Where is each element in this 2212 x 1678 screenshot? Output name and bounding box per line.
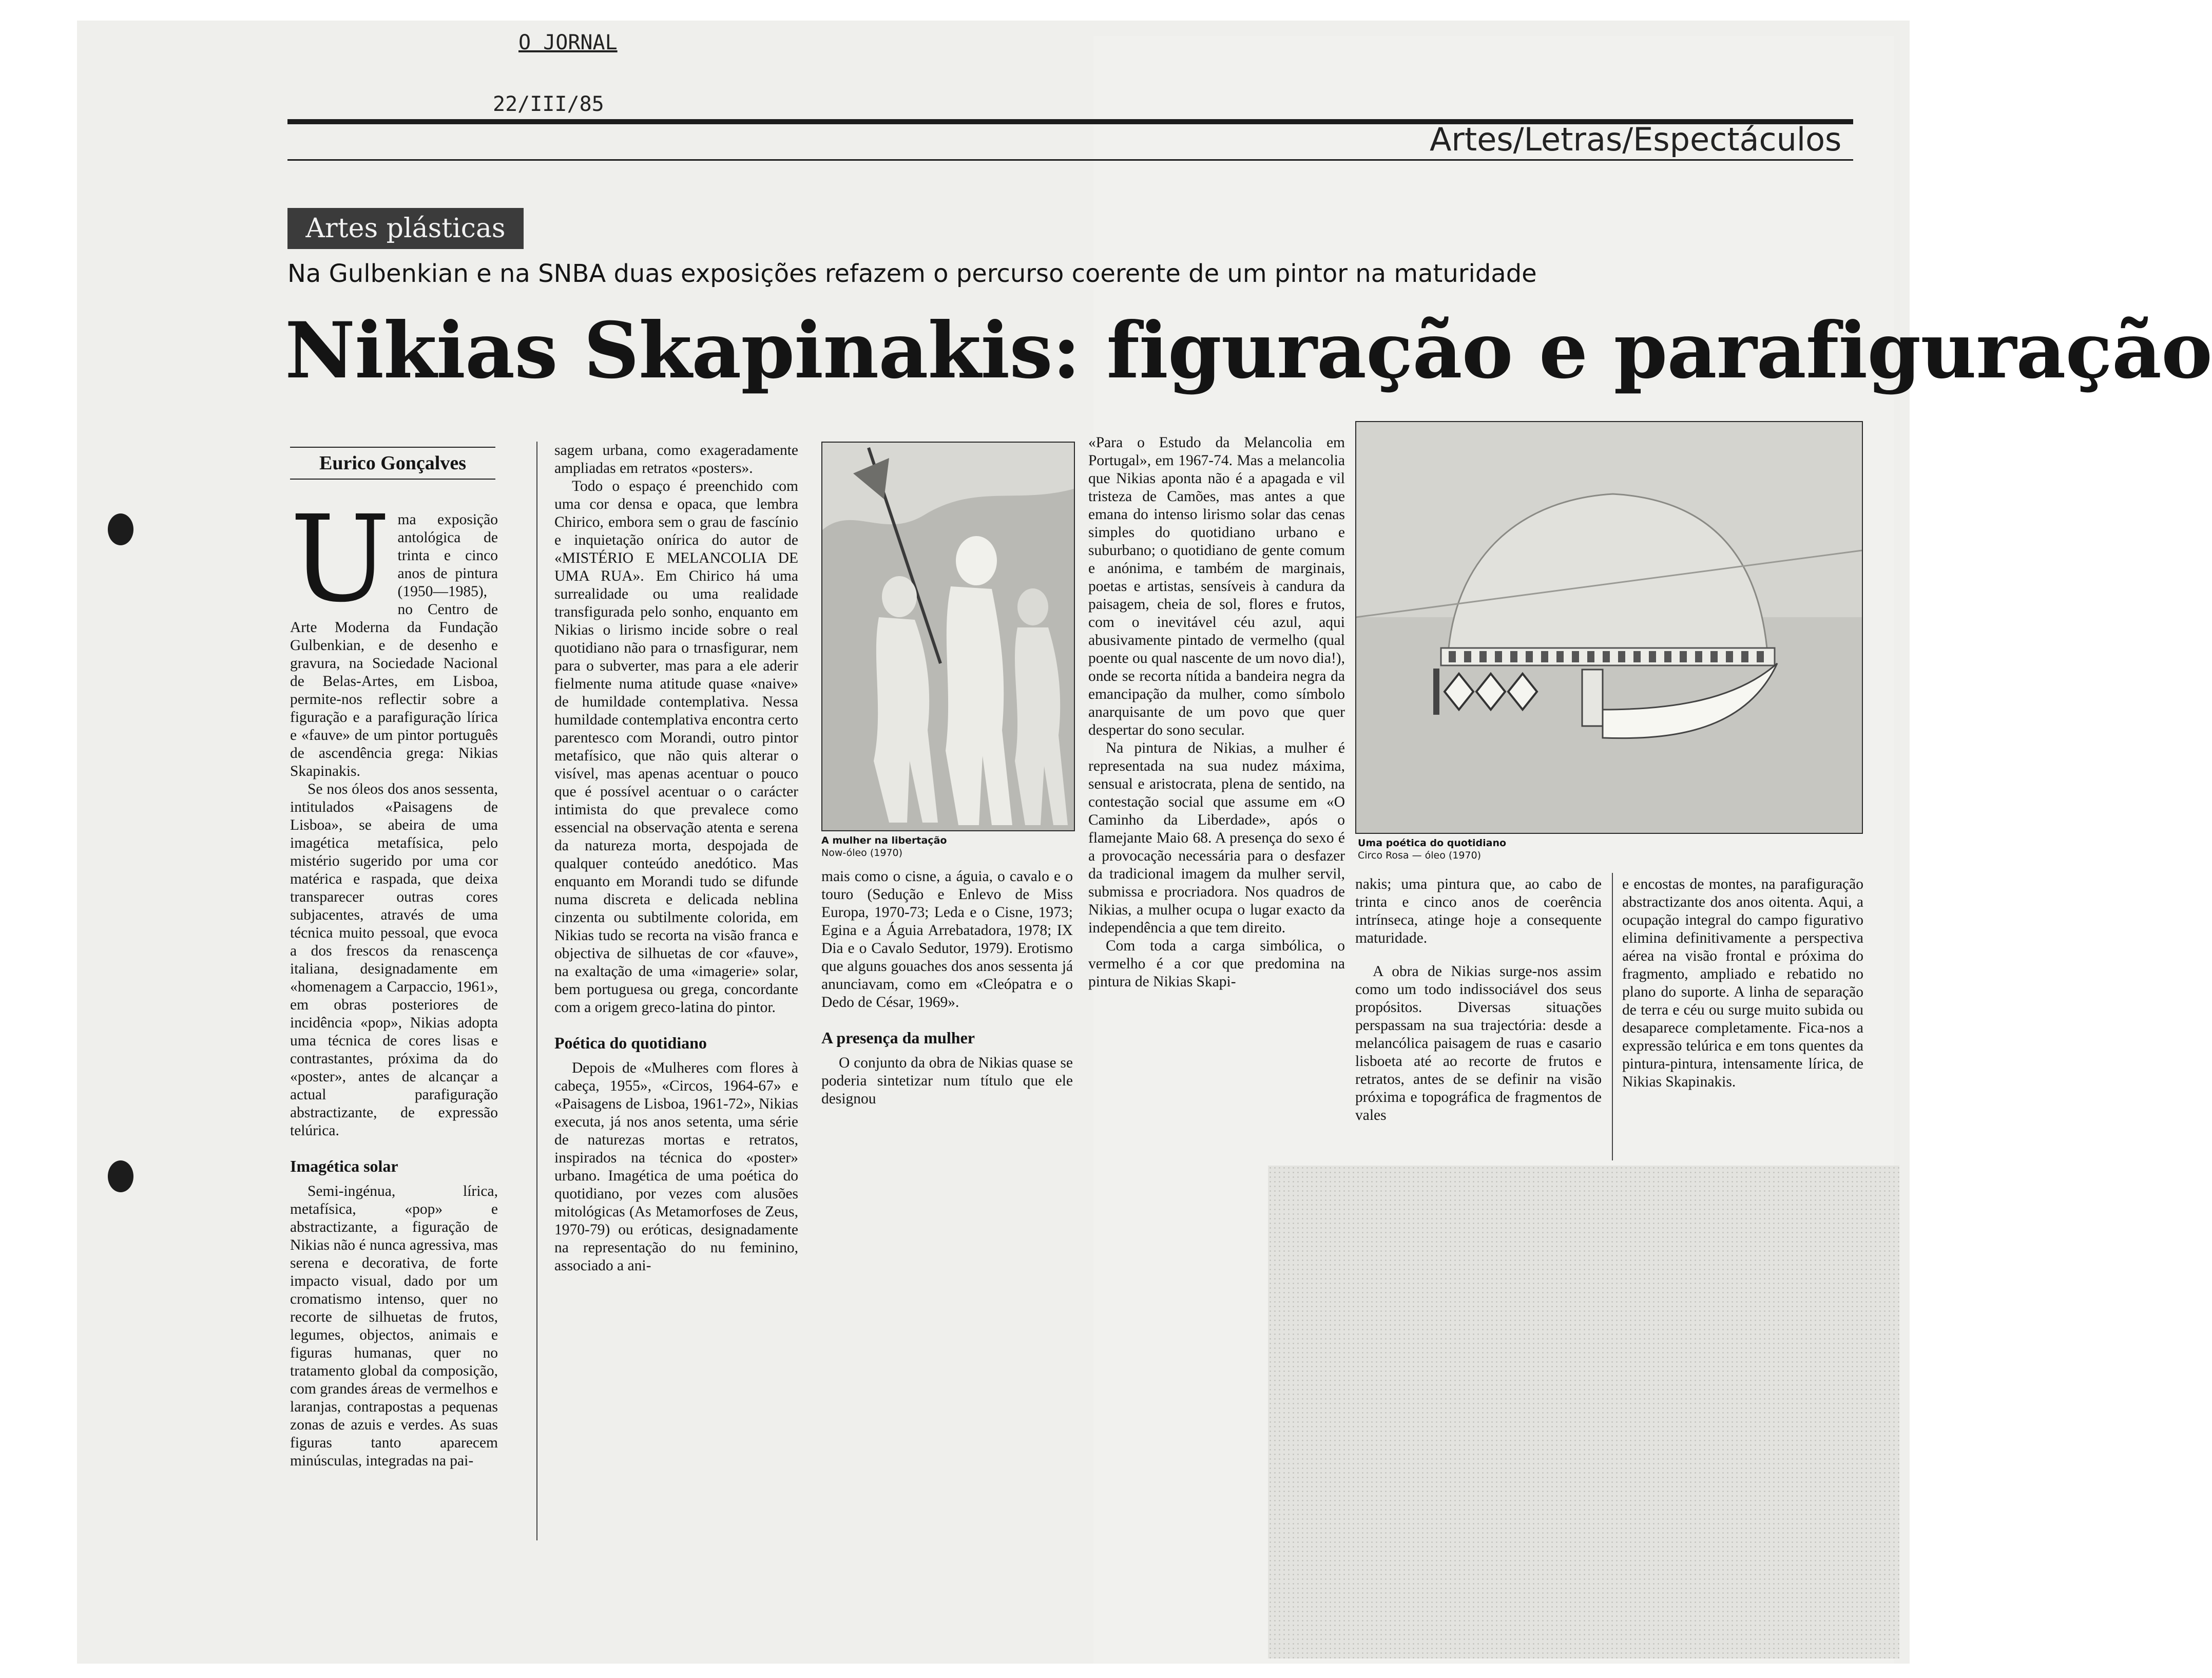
paragraph: Com toda a carga simbólica, o vermelho é a cor que predomina na pintura de Nikias Skapi-: [1088, 938, 1345, 990]
date-label: 22/III/85: [493, 92, 604, 116]
paragraph: Na pintura de Nikias, a mulher é representada na sua nudez máxima, sensual e aristocrata, plena de sentido, na contestação social que assume em «O Caminho da Liberdade», após o flamejante Maio 68. A presença do sexo é a provocação necessária para o desfazer da tradicional imagem da mulher servil, submissa e procriadora. Nos quadros de Nikias, a mulher ocupa o lugar exacto da independência a que tem direito.: [1088, 740, 1345, 936]
paragraph: Depois de «Mulheres com flores à cabeça, 1955», «Circos, 1964-67» e «Paisagens de Lisboa, 1961-72», Nikias executa, já nos anos setenta, uma série de naturezas mortas e retratos, inspirados na técnica do «poster» urbano. Imagética de uma poética do quotidiano, por vezes com alusões mitológicas (As Metamorfoses de Zeus, 1970-79) ou eróticas, designadamente na representação do nu feminino, associado a ani-: [554, 1060, 798, 1274]
byline: Eurico Gonçalves: [290, 447, 495, 480]
photo-caption-1: [821, 834, 1073, 859]
punch-hole-top: [108, 513, 133, 545]
drop-cap: U: [290, 490, 391, 628]
kicker-label: Artes plásticas: [287, 208, 524, 249]
column-6: [1622, 875, 1863, 1091]
paragraph: «Para o Estudo da Melancolia em Portugal», em 1967-74. Mas a melancolia que Nikias aponta não é a apagada e vil tristeza de Camões, mas antes a que emana do intenso lirismo solar das cenas simples do quotidiano urbano e suburbano; o quotidiano de gente comum e anónima, e também de marginais, poetas e artistas, sensíveis à candura da paisagem, cheia de sol, flores e frutos, com o inevitável céu azul, aqui abusivamente pintado de vermelho (qual poente ou qual nascente de um novo dia!), onde se recorta nítida a bandeira negra da emancipação da mulher, como símbolo anarquisante de um povo que quer despertar do sono secular.: [1088, 434, 1345, 738]
paragraph: e encostas de montes, na parafiguração abstractizante dos anos oitenta. Aqui, a ocupação integral do campo figurativo elimina definitivamente a perspectiva aérea na visão frontal e próxima do fragmento, ampliado e rebatido no plano do suporte. A linha de separação de terra e céu ou surge muito subida ou desaparece completamente. Fica-nos a expressão telúrica e em tons quentes da pintura-pintura, intensamente lírica, de Nikias Skapinakis.: [1622, 876, 1863, 1090]
section-title: Artes/Letras/Espectáculos: [1430, 121, 1842, 158]
paragraph: Todo o espaço é preenchido com uma cor densa e opaca, que lembra Chirico, embora sem o grau de fascínio e inquietação onírica do autor de «MISTÉRIO E MELANCOLIA DE UMA RUA». Em Chirico há uma surrealidade ou uma realidade transfigurada pelo sonho, enquanto em Nikias o lirismo incide sobre o real quotidiano não para o trnasfigurar, nem para o subverter, mas para a ele aderir fielmente numa atitude quase «naive» de humildade contemplativa. Nessa humildade contemplativa encontra certo parentesco com Morandi, outro pintor metafísico, que não quis alterar o visível, mas apenas acentuar o pouco que é possível acentuar o o carácter intimista do que prevalece como essencial na observação atenta e serena da natureza morta, despojada de qualquer conteúdo anedótico. Mas enquanto em Morandi tudo se difunde numa discreta e delicada neblina cinzenta ou subtilmente colorida, em Nikias tudo se recorta na visão franca e objectiva de silhuetas de cor «fauve», na exaltação de uma «imagerie» solar, bem portuguesa ou grega, concordante com a origem greco-latina do pintor.: [554, 478, 798, 1016]
subtitle: Na Gulbenkian e na SNBA duas exposições refazem o percurso coerente de um pintor na maturidade: [287, 259, 1537, 288]
paragraph: mais como o cisne, a águia, o cavalo e o touro (Sedução e Enlevo de Miss Europa, 1970-73; Leda e o Cisne, 1973; Egina e a Águia Arrebatadora, 1978; IX Dia e o Cavalo Sedutor, 1979). Erotismo que alguns gouaches dos anos sessenta já anunciavam, como em «Cleópatra e o Dedo de César, 1969».: [821, 868, 1073, 1010]
paragraph: Se nos óleos dos anos sessenta, intitulados «Paisagens de Lisboa», se abeira de uma imagética metafísica, pelo mistério sugerido por uma cor matérica e raspada, que deixa transparecer outras cores subjacentes, através de uma técnica muito pessoal, que evoca a dos frescos da renascença italiana, designadamente em «homenagem a Carpaccio, 1961», em obras posteriores de incidência «pop», Nikias adopta uma técnica de cores lisas e contrastantes, próxima da do «poster», antes de alcançar a actual parafiguração abstractizante, de expressão telúrica.: [290, 781, 498, 1139]
column-2: [554, 442, 798, 1275]
caption-title: A mulher na libertação: [821, 835, 947, 846]
caption-subtitle: Circo Rosa — óleo (1970): [1358, 850, 1482, 861]
subheading: A presença da mulher: [821, 1028, 975, 1047]
caption-subtitle: Now-óleo (1970): [821, 847, 903, 859]
section-rule: [287, 159, 1853, 161]
artwork-photo-circo: [1355, 421, 1863, 834]
column-4: [1088, 434, 1345, 991]
headline: Nikias Skapinakis: figuração e parafiguração: [285, 306, 2212, 396]
column-3: [821, 868, 1073, 1108]
photo-caption-2: [1358, 837, 1717, 862]
column-1: [290, 490, 498, 1470]
paragraph: nakis; uma pintura que, ao cabo de trinta e cinco anos de coerência intrínseca, atinge hoje a consequente maturidade.: [1355, 876, 1602, 946]
nude-figures-image: [822, 443, 1074, 830]
caption-title: Uma poética do quotidiano: [1358, 837, 1507, 849]
column-divider: [536, 442, 537, 1540]
paper-texture: [1268, 1166, 1899, 1658]
column-5: [1355, 875, 1602, 1124]
paragraph: sagem urbana, como exageradamente ampliadas em retratos «posters».: [554, 442, 798, 476]
punch-hole-bottom: [108, 1160, 133, 1192]
circus-tent-image: [1356, 422, 1862, 833]
paragraph: O conjunto da obra de Nikias quase se poderia sintetizar num título que ele designou: [821, 1055, 1073, 1107]
column-divider: [1612, 873, 1613, 1160]
paragraph: A obra de Nikias surge-nos assim como um todo indissociável dos seus propósitos. Diversas situações perspassam na sua trajectória: desde a melancólica paisagem de ruas e casario lisboeta até ao recorte de frutos e retratos, antes de se definir na visão próxima e topográfica de fragmentos de vales: [1355, 963, 1602, 1123]
paragraph: ma exposição antológica de trinta e cinco anos de pintura (1950—1985), no Centro de Arte Moderna da Fundação Gulbenkian, e de desenho e gravura, na Sociedade Nacional de Belas-Artes, em Lisboa, permite-nos reflectir sobre a figuração e a parafiguração lírica e «fauve» de um pintor português de ascendência grega: Nikias Skapinakis.: [290, 511, 498, 779]
subheading: Poética do quotidiano: [554, 1034, 707, 1052]
subheading: Imagética solar: [290, 1157, 398, 1175]
paragraph: Semi-ingénua, lírica, metafísica, «pop» e abstractizante, a figuração de Nikias não é nunca agressiva, mas serena e decorativa, de forte impacto visual, dado por um cromatismo intenso, quer no recorte de silhuetas de frutos, legumes, objectos, animais e figuras humanas, quer no tratamento global da composição, com grandes áreas de vermelhos e laranjas, contrapostas a pequenas zonas de azuis e verdes. As suas figuras tanto aparecem minúsculas, integradas na pai-: [290, 1183, 498, 1469]
source-label: O JORNAL: [518, 31, 618, 54]
artwork-photo-mulher: [821, 442, 1075, 831]
